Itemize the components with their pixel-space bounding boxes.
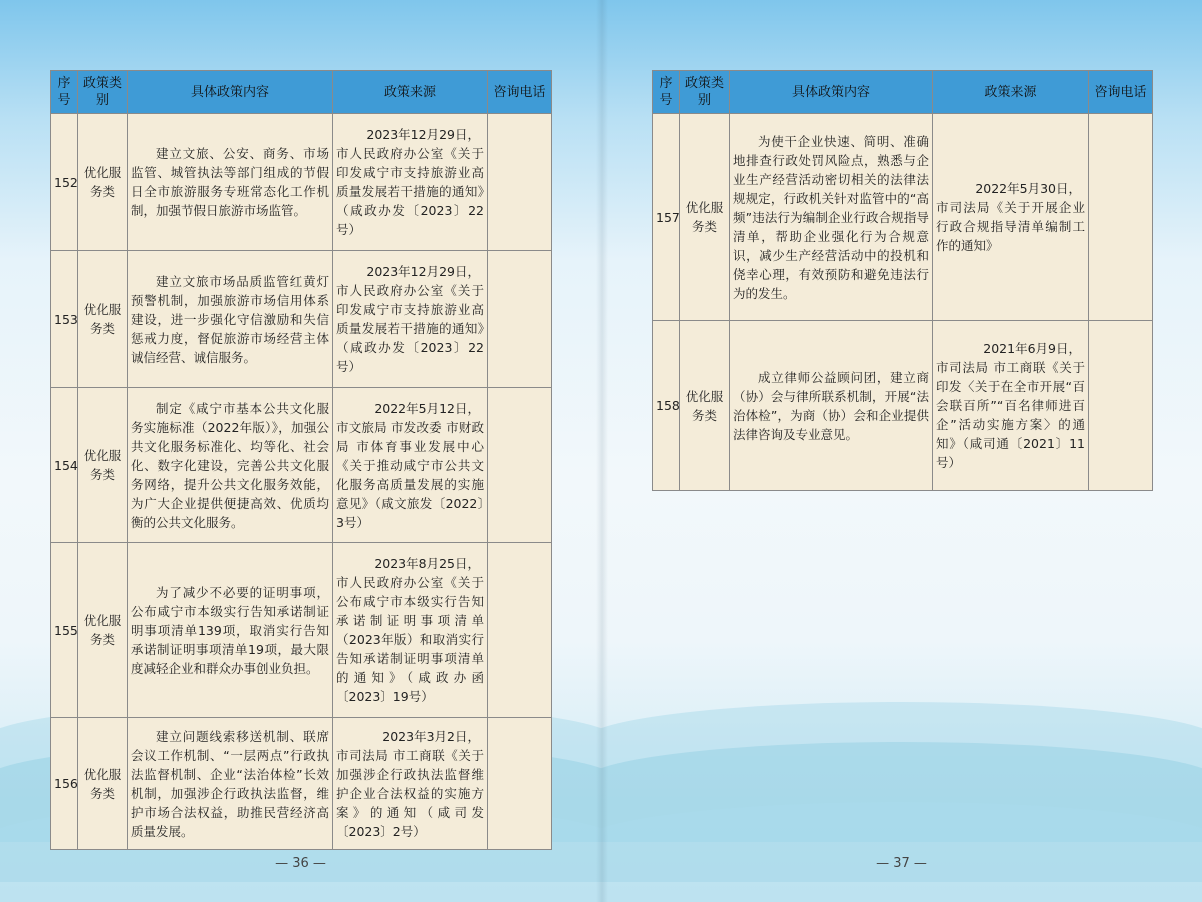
source-text: 市人民政府办公室《关于印发咸宁市支持旅游业高质量发展若干措施的通知》（咸政办发〔2023〕22号） — [336, 146, 484, 237]
table-header-row — [653, 71, 1153, 114]
row-content: 制定《咸宁市基本公共文化服务实施标准（2022年版）》，加强公共文化服务标准化、均等化、社会化、数字化建设，完善公共文化服务网络，提升公共文化服务效能，为广大企业提供便捷高效、优质均衡的公共文化服务。 — [128, 388, 333, 543]
row-phone — [1089, 321, 1153, 491]
row-category: 优化服务类 — [680, 321, 730, 491]
row-source — [933, 114, 1089, 321]
row-num: 157 — [653, 114, 680, 321]
source-date: 2021年6月9日， — [983, 341, 1081, 356]
row-content: 为了减少不必要的证明事项，公布咸宁市本级实行告知承诺制证明事项清单139项，取消实行告知承诺制证明事项清单19项，最大限度减轻企业和群众办事创业负担。 — [128, 543, 333, 718]
source-date: 2023年12月29日， — [366, 264, 480, 279]
row-category: 优化服务类 — [78, 543, 128, 718]
table-row — [653, 114, 1153, 321]
row-num: 155 — [51, 543, 78, 718]
header-source: 政策来源 — [333, 71, 488, 114]
row-phone — [1089, 114, 1153, 321]
row-phone — [488, 718, 552, 850]
header-category: 政策类别 — [680, 71, 730, 114]
row-phone — [488, 543, 552, 718]
table-row — [51, 114, 552, 251]
header-content: 具体政策内容 — [730, 71, 933, 114]
source-date: 2022年5月12日， — [374, 400, 480, 416]
wave-decoration — [601, 802, 1202, 902]
table-row — [51, 543, 552, 718]
source-text: 市司法局 市工商联《关于加强涉企行政执法监督维护企业合法权益的实施方案》的通知（咸司发〔2023〕2号） — [336, 747, 484, 839]
row-num: 156 — [51, 718, 78, 850]
source-text: 市司法局 市工商联《关于印发〈关于在全市开展“百会联百所”“百名律师进百企”活动实施方案〉的通知》（咸司通〔2021〕11号） — [936, 360, 1085, 470]
row-phone — [488, 114, 552, 251]
source-text: 市文旅局 市发改委 市财政局 市体育事业发展中心《关于推动咸宁市公共文化服务高质量发展的实施意见》（咸文旅发〔2022〕3号） — [336, 419, 484, 530]
row-category: 优化服务类 — [78, 388, 128, 543]
row-content: 建立文旅、公安、商务、市场监管、城管执法等部门组成的节假日全市旅游服务专班常态化工作机制，加强节假日旅游市场监管。 — [128, 114, 333, 251]
row-phone — [488, 251, 552, 388]
row-source — [333, 251, 488, 388]
header-category: 政策类别 — [78, 71, 128, 114]
row-content: 建立文旅市场品质监管红黄灯预警机制，加强旅游市场信用体系建设，进一步强化守信激励和失信惩戒力度，督促旅游市场经营主体诚信经营、诚信服务。 — [128, 251, 333, 388]
row-content: 为使干企业快速、简明、准确地排查行政处罚风险点，熟悉与企业生产经营活动密切相关的法律法规规定，行政机关针对监管中的“高频”违法行为编制企业行政合规指导清单，帮助企业强化行为合规意识，减少生产经营活动中的投机和侥幸心理，有效预防和避免违法行为的发生。 — [730, 114, 933, 321]
row-category: 优化服务类 — [680, 114, 730, 321]
row-content: 成立律师公益顾问团，建立商（协）会与律所联系机制，开展“法治体检”，为商（协）会和企业提供法律咨询及专业意见。 — [730, 321, 933, 491]
header-phone: 咨询电话 — [1089, 71, 1153, 114]
source-date: 2023年12月29日， — [366, 127, 480, 142]
header-content: 具体政策内容 — [128, 71, 333, 114]
source-text: 市人民政府办公室《关于公布咸宁市本级实行告知承诺制证明事项清单（2023年版）和取消实行告知承诺制证明事项清单的通知》（咸政办函〔2023〕19号） — [336, 575, 484, 704]
table-row — [51, 388, 552, 543]
row-content: 建立问题线索移送机制、联席会议工作机制、“一层两点”行政执法监督机制、企业“法治体检”长效机制，加强涉企行政执法监督，维护市场合法权益，助推民营经济高质量发展。 — [128, 718, 333, 850]
row-source — [333, 543, 488, 718]
page-number: — 37 — — [876, 856, 927, 871]
page-number: — 36 — — [275, 856, 326, 871]
row-num: 154 — [51, 388, 78, 543]
table-row — [51, 251, 552, 388]
book-spine — [596, 0, 608, 902]
row-num: 153 — [51, 251, 78, 388]
row-category: 优化服务类 — [78, 718, 128, 850]
source-text: 市司法局《关于开展企业行政合规指导清单编制工作的通知》 — [936, 200, 1085, 253]
row-source — [333, 718, 488, 850]
table-header-row — [51, 71, 552, 114]
header-num: 序号 — [653, 71, 680, 114]
row-num: 152 — [51, 114, 78, 251]
row-source — [933, 321, 1089, 491]
right-page — [601, 0, 1202, 902]
source-date: 2023年3月2日， — [382, 728, 480, 744]
row-source — [333, 388, 488, 543]
row-category: 优化服务类 — [78, 114, 128, 251]
header-num: 序号 — [51, 71, 78, 114]
row-phone — [488, 388, 552, 543]
row-category: 优化服务类 — [78, 251, 128, 388]
source-date: 2022年5月30日， — [975, 181, 1081, 196]
policy-table — [50, 70, 552, 850]
header-phone: 咨询电话 — [488, 71, 552, 114]
table-row — [51, 718, 552, 850]
policy-table — [652, 70, 1153, 491]
header-source: 政策来源 — [933, 71, 1089, 114]
row-num: 158 — [653, 321, 680, 491]
source-text: 市人民政府办公室《关于印发咸宁市支持旅游业高质量发展若干措施的通知》（咸政办发〔2023〕22号） — [336, 283, 484, 374]
source-date: 2023年8月25日， — [374, 556, 480, 571]
table-row — [653, 321, 1153, 491]
row-source — [333, 114, 488, 251]
